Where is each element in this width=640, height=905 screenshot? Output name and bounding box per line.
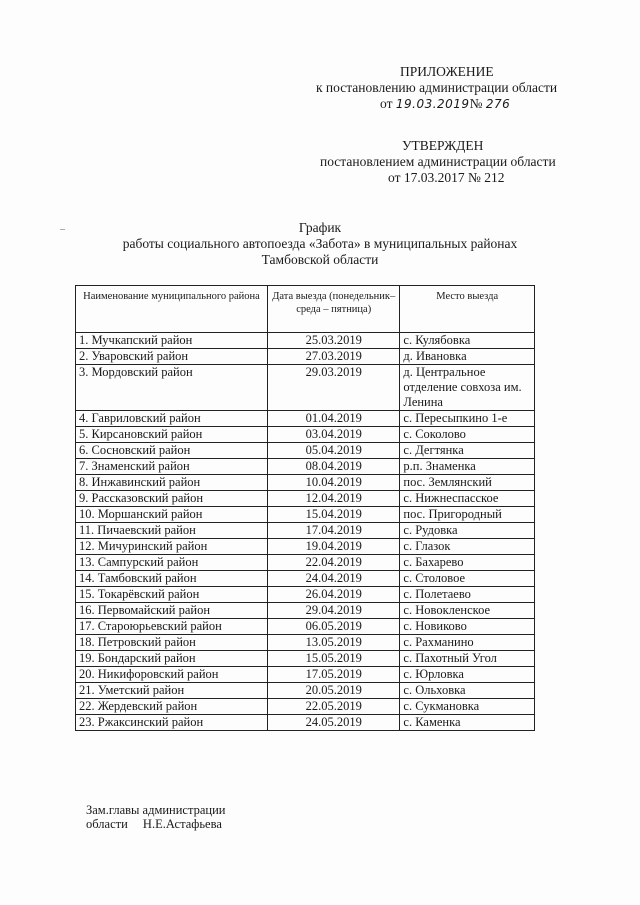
cell-district: 16. Первомайский район [76,603,268,619]
cell-district: 20. Никифоровский район [76,667,268,683]
cell-district: 18. Петровский район [76,635,268,651]
cell-date: 22.05.2019 [268,699,400,715]
cell-district: 1. Мучкапский район [76,333,268,349]
cell-place: с. Новиково [400,619,535,635]
cell-place: с. Рахманино [400,635,535,651]
table-row [76,715,535,731]
cell-place: р.п. Знаменка [400,459,535,475]
cell-place: с. Ольховка [400,683,535,699]
cell-date: 22.04.2019 [268,555,400,571]
cell-place: с. Сукмановка [400,699,535,715]
margin-mark: – [60,224,65,235]
heading-line-1: График [298,220,342,235]
table-row [76,411,535,427]
table-row [76,667,535,683]
cell-place: пос. Землянский [400,475,535,491]
cell-district: 12. Мичуринский район [76,539,268,555]
table-row [76,459,535,475]
appendix-number-sign: № [469,96,483,111]
table-row [76,475,535,491]
cell-place: с. Столовое [400,571,535,587]
cell-district: 17. Староюрьевский район [76,619,268,635]
table-row [76,539,535,555]
table-row [76,523,535,539]
appendix-subtitle: к постановлению администрации области [316,80,558,95]
cell-date: 05.04.2019 [268,443,400,459]
cell-date: 19.04.2019 [268,539,400,555]
table-row [76,365,535,411]
cell-date: 13.05.2019 [268,635,400,651]
table-row [76,507,535,523]
cell-place: с. Пахотный Угол [400,651,535,667]
cell-date: 03.04.2019 [268,427,400,443]
appendix-title: ПРИЛОЖЕНИЕ [400,64,494,79]
cell-place: с. Юрловка [400,667,535,683]
header-district: Наименование муниципального района [76,286,268,333]
cell-district: 13. Сампурский район [76,555,268,571]
cell-place: с. Кулябовка [400,333,535,349]
cell-district: 7. Знаменский район [76,459,268,475]
cell-place: с. Бахарево [400,555,535,571]
cell-place: с. Глазок [400,539,535,555]
table-header-row [76,286,535,333]
schedule-table [75,285,535,731]
cell-place: с. Нижнеспасское [400,491,535,507]
cell-date: 20.05.2019 [268,683,400,699]
table-row [76,587,535,603]
cell-district: 8. Инжавинский район [76,475,268,491]
appendix-block [300,64,590,112]
cell-date: 25.03.2019 [268,333,400,349]
approved-reference: от 17.03.2017 № 212 [388,170,505,185]
cell-district: 3. Мордовский район [76,365,268,411]
table-row [76,427,535,443]
table-row [76,635,535,651]
cell-date: 10.04.2019 [268,475,400,491]
cell-place: д. Ивановка [400,349,535,365]
table-row [76,571,535,587]
header-date: Дата выезда (понедельник–среда – пятница) [268,286,400,333]
signature-position-line-2 [86,817,225,831]
cell-date: 24.05.2019 [268,715,400,731]
cell-district: 22. Жердевский район [76,699,268,715]
cell-date: 17.05.2019 [268,667,400,683]
approved-block [320,138,600,186]
table-row [76,333,535,349]
cell-district: 11. Пичаевский район [76,523,268,539]
cell-district: 14. Тамбовский район [76,571,268,587]
signatory-name: Н.Е.Астафьева [142,817,222,831]
appendix-date-line [300,96,590,112]
cell-district: 5. Кирсановский район [76,427,268,443]
table-row [76,651,535,667]
heading-line-2: работы социального автопоезда «Забота» в муниципальных районах [122,236,518,251]
approved-subtitle: постановлением администрации области [320,154,556,169]
cell-date: 17.04.2019 [268,523,400,539]
cell-date: 24.04.2019 [268,571,400,587]
cell-district: 21. Уметский район [76,683,268,699]
cell-date: 06.05.2019 [268,619,400,635]
header-place: Место выезда [400,286,535,333]
document-heading [80,220,560,268]
cell-place: с. Рудовка [400,523,535,539]
cell-date: 26.04.2019 [268,587,400,603]
cell-district: 9. Рассказовский район [76,491,268,507]
table-row [76,349,535,365]
cell-date: 15.04.2019 [268,507,400,523]
table-row [76,619,535,635]
table-row [76,603,535,619]
cell-date: 08.04.2019 [268,459,400,475]
heading-line-3: Тамбовской области [261,252,379,267]
table-row [76,491,535,507]
cell-date: 15.05.2019 [268,651,400,667]
table-row [76,555,535,571]
cell-place: с. Новокленское [400,603,535,619]
table-row [76,443,535,459]
cell-district: 15. Токарёвский район [76,587,268,603]
cell-date: 29.03.2019 [268,365,400,411]
cell-date: 12.04.2019 [268,491,400,507]
signature-block [86,803,225,831]
table-row [76,683,535,699]
signature-region: области [86,817,128,831]
cell-district: 23. Ржаксинский район [76,715,268,731]
cell-place: с. Дегтянка [400,443,535,459]
cell-place: д. Центральное отделение совхоза им. Ленина [400,365,535,411]
appendix-handwritten-number: 276 [485,97,511,111]
cell-place: с. Полетаево [400,587,535,603]
signature-position-line-1: Зам.главы администрации [86,803,226,817]
cell-district: 10. Моршанский район [76,507,268,523]
cell-district: 6. Сосновский район [76,443,268,459]
cell-place: с. Пересыпкино 1-е [400,411,535,427]
cell-place: пос. Пригородный [400,507,535,523]
approved-title: УТВЕРЖДЕН [402,138,484,153]
cell-district: 2. Уваровский район [76,349,268,365]
cell-date: 27.03.2019 [268,349,400,365]
appendix-from-prefix: от [380,96,393,111]
table-row [76,699,535,715]
cell-date: 01.04.2019 [268,411,400,427]
cell-date: 29.04.2019 [268,603,400,619]
cell-place: с. Соколово [400,427,535,443]
cell-district: 19. Бондарский район [76,651,268,667]
cell-district: 4. Гавриловский район [76,411,268,427]
cell-place: с. Каменка [400,715,535,731]
appendix-handwritten-date: 19.03.2019 [395,97,470,111]
